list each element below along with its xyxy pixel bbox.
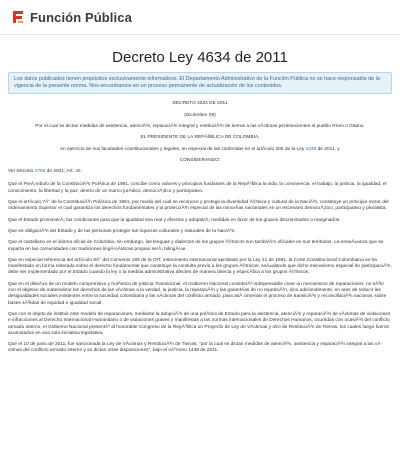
- document-body: [8, 94, 392, 354]
- document-title: Decreto Ley 4634 de 2011: [112, 49, 288, 66]
- paragraph: Que el castellano es el idioma oficial de Colombia, sin embargo, las lenguas y dialectos de los grupos Ã©tnicos son tambiÃ©n oficiales en sus territorios. La enseÃ±anza que se imparta en las comunidades con tradiciones lingÃ¼Ãsticas propias serÃ¡ bilingÃ¼e.: [8, 240, 384, 252]
- site-logo-text[interactable]: Función Pública: [30, 9, 132, 25]
- paragraph: Que en especial referencia del artÃculo 6Â° del Convenio 169 de la OIT, instrumento internacional aprobado por la Ley 21 de 1991, la Corte Constitucional Colombiana se ha manifestado en forma reiterada sobre el derecho fundamental que constituye la consulta previa a los grupos Ã©tnicos, seÃ±alando que dicho mecanismo especial de participaciÃ³n, debe ser implementado por el Estado cuando la ley o la medida administrativa afecten de manera directa y especÃfica a los grupos Ã©tnicos.: [8, 257, 392, 276]
- paragraph: Que con el objeto de instituir este modelo de reparaciones, mediante la adopciÃ³n de una polÃtica de Estado para la asistencia, atenciÃ³n y reparaciÃ³n de vÃctimas de violaciones e infracciones al Derecho Internacional Humanitario o de violaciones graves y manifiestas a las normas internacionales de Derechos Humanos, ocurridas con ocasiÃ³n del conflicto armado interno, el Gobierno Nacional presentÃ³ al honorable Congreso de la RepÃºblica un Proyecto de Ley de VÃctimas y otro de RestituciÃ³n de Tierras, los cuales luego fueron acumulados en una sola iniciativa legislativa.: [8, 311, 391, 336]
- decree-number: DECRETO 4634 DE 2011: [172, 101, 228, 107]
- paragraph: Que el artÃculo 7Â° de la ConstituciÃ³n PolÃtica de 1991, por medio del cual se reconoce y protege la diversidad Ã©tnica y cultural de la NaciÃ³n, constituye un principio rector del ordenamiento Superior el cual garantiza los derechos fundamentales y la protecciÃ³n especial de las minorÃas nacionales en un escenario democrÃ¡tico, participativo y pluralista.: [8, 200, 389, 212]
- see-text: Ver Decreto: [8, 169, 35, 175]
- site-header: [0, 0, 400, 35]
- powers-text: en ejercicio de sus facultades constitucionales y legales, en especial de las conferidas en el artÃculo 205 de la Ley: [60, 146, 306, 152]
- paragraph: Que en el diseÃ±o de un modelo comprensivo y holÃstico de justicia Transicional, el Gobierno Nacional considerÃ³ indispensable crear un mecanismo de reparaciones, no sÃ³lo con el objetivo de materializar los derechos de las vÃctimas a la verdad, la justicia, la reparaciÃ³n y las garantÃas de no repeticiÃ³n, sino adicionalmente, en aras de reducir las desigualdades sociales existentes entre la sociedad colombiana y las vÃctimas del conflicto armado, para asÃ cimentar el proceso de transiciÃ³n y reconciliaciÃ³n nacional, sobre bases sÃ³lidas de equidad e igualdad social.: [8, 281, 387, 306]
- considering-heading: CONSIDERANDO:: [179, 157, 221, 163]
- see-text-end: .: [80, 169, 82, 175]
- article-48-link[interactable]: 48: [75, 169, 81, 175]
- decree-summary: Por el cual se dictan medidas de asistencia, atenciÃ³n, reparaciÃ³n integral y restituciÃ³n de tierras a las vÃctimas pertenecientes al pueblo Rrom o Gitano.: [35, 124, 365, 129]
- powers-statement: [8, 147, 392, 153]
- disclaimer-notice: Los datos publicados tienen propósitos exclusivamente informativos. El Departamento Administrativo de la Función Pública no se hace responsable de la vigencia de la presente norma. Nos encontramos en un proceso permanente de actualización de los contenidos.: [8, 72, 392, 94]
- paragraph: Que el PreÃ¡mbulo de la ConstituciÃ³n PolÃtica de 1991, concibe como valores y principios fundantes de la RepÃºblica la vida, la convivencia, el trabajo, la justicia, la igualdad, el conocimiento, la libertad y la paz, dentro de un marco jurÃdico, democrÃ¡tico y participativo.: [8, 182, 387, 194]
- decree-1793-link[interactable]: 1793: [34, 169, 46, 175]
- president-heading: EL PRESIDENTE DE LA REPÃšBLICA DE COLOMBIA,: [140, 135, 260, 141]
- see-text-mid: de 2021; Art.: [45, 169, 76, 175]
- paragraph: Que el Estado promoverÃ¡ las condiciones para que la igualdad sea real y efectiva y adoptarÃ¡ medidas en favor de los grupos discriminados o marginados.: [8, 217, 341, 223]
- decree-date: (Diciembre 09): [184, 112, 216, 118]
- paragraph: Que es obligaciÃ³n del Estado y de las personas proteger las riquezas culturales y naturales de la NaciÃ³n.: [8, 228, 236, 234]
- law-1448-link[interactable]: 1448: [305, 146, 317, 152]
- paragraph: Que el 10 de junio de 2011, fue sancionada la Ley de VÃctimas y RestituciÃ³n de Tierras, "por la cual se dictan medidas de atenciÃ³n, asistencia y reparaciÃ³n integral a las vÃctimas del conflicto armado interno y se dictan otras disposiciones", bajo el nÃºmero 1448 de 2011.: [8, 342, 383, 354]
- funcion-publica-logo-icon[interactable]: [12, 10, 24, 24]
- powers-text-end: de 2011, y: [316, 146, 340, 152]
